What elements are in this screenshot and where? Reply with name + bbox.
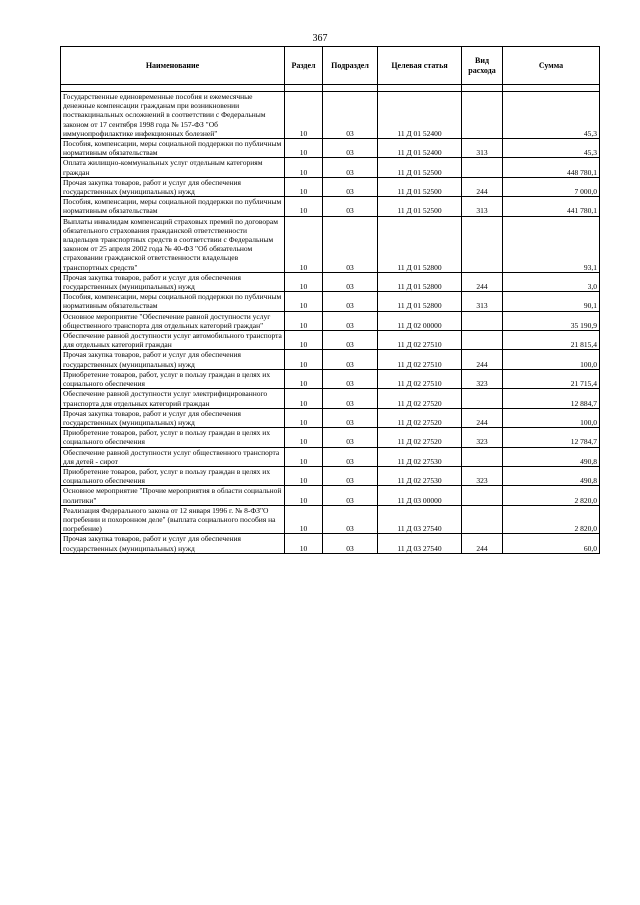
cell-target: 11 Д 01 52400 — [378, 139, 462, 158]
cell-expense-type — [462, 158, 503, 177]
table-row — [61, 447, 600, 466]
table-row — [61, 486, 600, 505]
cell-name: Основное мероприятие "Обеспечение равной доступности услуг общественного транспорта для отдельных категорий граждан" — [61, 311, 285, 330]
cell-amount: 90,1 — [503, 292, 600, 311]
table-row — [61, 139, 600, 158]
cell-amount: 7 000,0 — [503, 177, 600, 196]
cell-target: 11 Д 01 52400 — [378, 92, 462, 139]
header-row — [61, 47, 600, 85]
cell-name: Приобретение товаров, работ, услуг в пользу граждан в целях их социального обеспечения — [61, 466, 285, 485]
table-row — [61, 331, 600, 350]
cell-amount: 45,3 — [503, 139, 600, 158]
cell-subsection: 03 — [323, 505, 378, 534]
cell-target: 11 Д 03 27540 — [378, 534, 462, 553]
cell-target: 11 Д 02 27530 — [378, 466, 462, 485]
cell-subsection: 03 — [323, 534, 378, 553]
cell-target: 11 Д 02 27530 — [378, 447, 462, 466]
cell-expense-type: 313 — [462, 197, 503, 216]
cell-target: 11 Д 02 27520 — [378, 408, 462, 427]
table-row — [61, 216, 600, 272]
cell-target: 11 Д 01 52800 — [378, 292, 462, 311]
cell-amount: 3,0 — [503, 272, 600, 291]
cell-target: 11 Д 01 52500 — [378, 197, 462, 216]
cell-target: 11 Д 02 27520 — [378, 428, 462, 447]
cell-section: 10 — [285, 350, 323, 369]
cell-amount: 100,0 — [503, 408, 600, 427]
cell-amount: 100,0 — [503, 350, 600, 369]
cell-section: 10 — [285, 466, 323, 485]
cell-name: Обеспечение равной доступности услуг электрифицированного транспорта для отдельных категорий граждан — [61, 389, 285, 408]
cell-name: Приобретение товаров, работ, услуг в пользу граждан в целях их социального обеспечения — [61, 369, 285, 388]
table-row — [61, 311, 600, 330]
cell-section: 10 — [285, 486, 323, 505]
cell-section: 10 — [285, 292, 323, 311]
table-row — [61, 292, 600, 311]
cell-target: 11 Д 03 27540 — [378, 505, 462, 534]
cell-amount: 35 190,9 — [503, 311, 600, 330]
cell-amount: 12 884,7 — [503, 389, 600, 408]
cell-subsection: 03 — [323, 350, 378, 369]
cell-subsection: 03 — [323, 216, 378, 272]
cell-subsection: 03 — [323, 466, 378, 485]
cell-section: 10 — [285, 272, 323, 291]
table-row — [61, 505, 600, 534]
cell-expense-type — [462, 311, 503, 330]
cell-target: 11 Д 01 52500 — [378, 158, 462, 177]
page-number: 367 — [312, 33, 328, 44]
cell-subsection: 03 — [323, 447, 378, 466]
cell-name: Выплаты инвалидам компенсаций страховых премий по договорам обязательного страхования гражданской ответственности владельцев транспортных средств в соответствии с Федеральным законом от 25 апреля 2002 года № 40-ФЗ "Об обязательном страховании гражданской ответственности владельцев транспортных средств" — [61, 216, 285, 272]
cell-name: Пособия, компенсации, меры социальной поддержки по публичным нормативным обязательствам — [61, 292, 285, 311]
cell-amount: 2 820,0 — [503, 505, 600, 534]
cell-subsection: 03 — [323, 292, 378, 311]
cell-amount: 21 715,4 — [503, 369, 600, 388]
cell-name: Основное мероприятие "Прочие мероприятия в области социальной политики" — [61, 486, 285, 505]
header-section: Раздел — [285, 47, 323, 85]
cell-amount: 490,8 — [503, 447, 600, 466]
table-row — [61, 272, 600, 291]
cell-section: 10 — [285, 197, 323, 216]
cell-target: 11 Д 03 00000 — [378, 486, 462, 505]
cell-amount: 490,8 — [503, 466, 600, 485]
cell-section: 10 — [285, 92, 323, 139]
table-row — [61, 534, 600, 553]
cell-section: 10 — [285, 177, 323, 196]
cell-expense-type: 244 — [462, 534, 503, 553]
table-row — [61, 350, 600, 369]
cell-expense-type: 313 — [462, 139, 503, 158]
cell-section: 10 — [285, 331, 323, 350]
cell-amount: 93,1 — [503, 216, 600, 272]
cell-subsection: 03 — [323, 272, 378, 291]
spacer-row — [61, 85, 600, 92]
cell-name: Обеспечение равной доступности услуг общественного транспорта для детей - сирот — [61, 447, 285, 466]
cell-expense-type: 323 — [462, 466, 503, 485]
cell-target: 11 Д 01 52500 — [378, 177, 462, 196]
cell-expense-type — [462, 389, 503, 408]
table-row — [61, 197, 600, 216]
header-amount: Сумма — [503, 47, 600, 85]
table-body — [61, 85, 600, 554]
cell-target: 11 Д 02 00000 — [378, 311, 462, 330]
cell-name: Пособия, компенсации, меры социальной поддержки по публичным нормативным обязательствам — [61, 139, 285, 158]
cell-subsection: 03 — [323, 369, 378, 388]
cell-subsection: 03 — [323, 158, 378, 177]
cell-section: 10 — [285, 534, 323, 553]
table-row — [61, 389, 600, 408]
cell-section: 10 — [285, 428, 323, 447]
table-row — [61, 408, 600, 427]
table-row — [61, 428, 600, 447]
cell-expense-type: 244 — [462, 272, 503, 291]
header-target: Целевая статья — [378, 47, 462, 85]
cell-expense-type — [462, 92, 503, 139]
cell-expense-type — [462, 505, 503, 534]
cell-name: Пособия, компенсации, меры социальной поддержки по публичным нормативным обязательствам — [61, 197, 285, 216]
cell-subsection: 03 — [323, 408, 378, 427]
cell-name: Прочая закупка товаров, работ и услуг для обеспечения государственных (муниципальных) нужд — [61, 177, 285, 196]
cell-expense-type: 313 — [462, 292, 503, 311]
table-row — [61, 466, 600, 485]
cell-target: 11 Д 02 27510 — [378, 350, 462, 369]
cell-subsection: 03 — [323, 92, 378, 139]
cell-expense-type — [462, 331, 503, 350]
cell-expense-type — [462, 486, 503, 505]
cell-section: 10 — [285, 447, 323, 466]
cell-name: Государственные единовременные пособия и ежемесячные денежные компенсации гражданам при возникновении поствакцинальных осложнений в соответствии с Федеральным законом от 17 сентября 1998 года № 157-ФЗ "Об иммунопрофилактике инфекционных болезней" — [61, 92, 285, 139]
cell-amount: 448 780,1 — [503, 158, 600, 177]
cell-subsection: 03 — [323, 428, 378, 447]
cell-name: Прочая закупка товаров, работ и услуг для обеспечения государственных (муниципальных) нужд — [61, 350, 285, 369]
cell-subsection: 03 — [323, 139, 378, 158]
table-row — [61, 92, 600, 139]
cell-subsection: 03 — [323, 177, 378, 196]
header-name: Наименование — [61, 47, 285, 85]
cell-name: Прочая закупка товаров, работ и услуг для обеспечения государственных (муниципальных) нужд — [61, 272, 285, 291]
cell-subsection: 03 — [323, 389, 378, 408]
table-row — [61, 177, 600, 196]
cell-expense-type: 244 — [462, 350, 503, 369]
cell-name: Оплата жилищно-коммунальных услуг отдельным категориям граждан — [61, 158, 285, 177]
header-subsection: Подраздел — [323, 47, 378, 85]
cell-amount: 2 820,0 — [503, 486, 600, 505]
cell-target: 11 Д 02 27510 — [378, 331, 462, 350]
cell-expense-type: 244 — [462, 177, 503, 196]
cell-section: 10 — [285, 158, 323, 177]
cell-section: 10 — [285, 369, 323, 388]
cell-expense-type — [462, 216, 503, 272]
cell-section: 10 — [285, 311, 323, 330]
cell-amount: 60,0 — [503, 534, 600, 553]
cell-name: Прочая закупка товаров, работ и услуг для обеспечения государственных (муниципальных) нужд — [61, 534, 285, 553]
cell-subsection: 03 — [323, 197, 378, 216]
cell-target: 11 Д 01 52800 — [378, 216, 462, 272]
table-row — [61, 158, 600, 177]
cell-section: 10 — [285, 505, 323, 534]
cell-subsection: 03 — [323, 486, 378, 505]
cell-section: 10 — [285, 389, 323, 408]
cell-section: 10 — [285, 216, 323, 272]
cell-expense-type: 244 — [462, 408, 503, 427]
cell-name: Прочая закупка товаров, работ и услуг для обеспечения государственных (муниципальных) нужд — [61, 408, 285, 427]
cell-expense-type: 323 — [462, 369, 503, 388]
cell-subsection: 03 — [323, 331, 378, 350]
cell-amount: 45,3 — [503, 92, 600, 139]
header-expense-type: Вид расхода — [462, 47, 503, 85]
cell-name: Реализация Федерального закона от 12 января 1996 г. № 8-ФЗ"О погребении и похоронном деле" (выплата социального пособия на погребение) — [61, 505, 285, 534]
cell-target: 11 Д 02 27520 — [378, 389, 462, 408]
cell-name: Приобретение товаров, работ, услуг в пользу граждан в целях их социального обеспечения — [61, 428, 285, 447]
cell-amount: 21 815,4 — [503, 331, 600, 350]
budget-table — [60, 46, 600, 554]
cell-name: Обеспечение равной доступности услуг автомобильного транспорта для отдельных категорий граждан — [61, 331, 285, 350]
cell-subsection: 03 — [323, 311, 378, 330]
cell-amount: 12 784,7 — [503, 428, 600, 447]
cell-section: 10 — [285, 139, 323, 158]
table-row — [61, 369, 600, 388]
cell-expense-type — [462, 447, 503, 466]
cell-target: 11 Д 02 27510 — [378, 369, 462, 388]
cell-target: 11 Д 01 52800 — [378, 272, 462, 291]
cell-section: 10 — [285, 408, 323, 427]
cell-expense-type: 323 — [462, 428, 503, 447]
cell-amount: 441 780,1 — [503, 197, 600, 216]
